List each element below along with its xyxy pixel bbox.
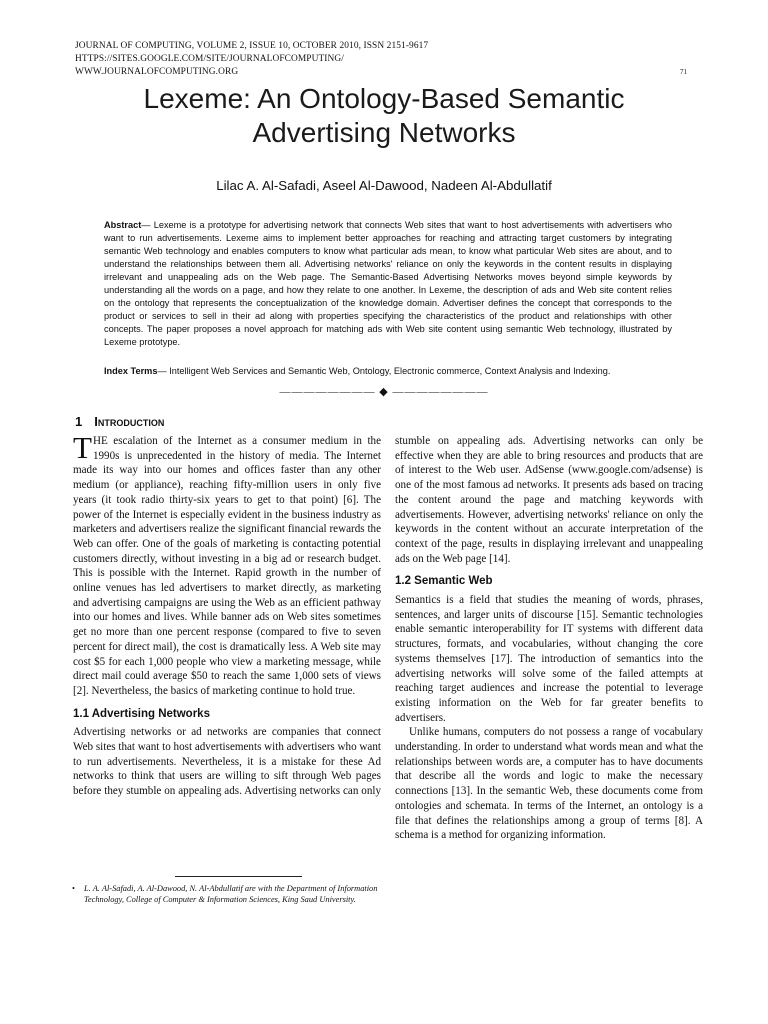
author-footnote <box>72 884 390 905</box>
journal-header-line-1: JOURNAL OF COMPUTING, VOLUME 2, ISSUE 10, OCTOBER 2010, ISSN 2151-9617 <box>75 41 429 51</box>
semantic-web-paragraph-2: Unlike humans, computers do not possess a range of vocabulary understanding. In order to understand what words mean and what the relationships between words are, a computer has to have documents that describe all the words and logic to make the necessary connections [13]. In the semantic Web, these documents come from ontologies and schemata. In terms of the Internet, an ontology is a file that defines the relationships among a group of terms [8]. A schema is a method for organizing information. <box>395 726 703 842</box>
paper-title-line-2: Advertising Networks <box>252 117 516 148</box>
semantic-web-paragraph-1: Semantics is a field that studies the meaning of words, phrases, sentences, and larger units of discourse [15]. Semantic technologies enable semantic interoperability for IT systems with different data structures, formats, and vocabularies, without changing the core systems themselves [17]. The introduction of semantics into the advertising networks will solve some of the failed attempts at reaching target audiences and increase the potential to leverage existing information on the Web for far greater benefits to advertisers. <box>395 594 703 724</box>
section-heading-introduction <box>75 414 164 429</box>
footnote-bullet: • <box>72 884 75 893</box>
abstract <box>104 219 672 349</box>
intro-paragraph-text: HE escalation of the Internet as a consumer medium in the 1990s is unprecedented in the history of media. The Internet made its way into our homes and offices faster than any other medium (or appliance), reaching fifty-million users in only five years (it took radio thirty-six years to get to that point) [6]. The power of the Internet is especially evident in the business industry as marketers and advertisers realize the significant financial rewards the Web can offer. One of the goals of marketing is contacting potential customers directly, without investing in a big ad or research budget. This is possible with the Internet. Rapid growth in the number of online venues has led advertisers to market directly, as marketing and advertising campaigns are using the Web as an efficient pathway into our homes and lives. While banner ads on Web sites sometimes get no more than one percent response (compared to five to seven percent for direct mail), the cost is dramatically less. A Web site may cost $5 for each 1,000 people who view a marketing message, while direct mail could average $50 to reach the same 1,000 sets of views [2]. Nevertheless, the basics of marketing continue to hold true. <box>73 435 381 697</box>
abstract-text: Lexeme is a prototype for advertising network that connects Web sites that want to host advertisements with advertisers who want to run advertisements. Lexeme aims to implement better approaches for reaching and attracting target customers by integrating semantic Web technology and enables computers to know what particular ads mean, to know what particular Web sites are about, and to understand the relationships between them all. Advertising networks' reliance on only the keywords in the content results in displaying irrelevant and unappealing ads on the Web page. The Semantic-Based Advertising Networks moves beyond simple keywords by understanding all the words on a page, and how they relate to one another. In Lexeme, the description of ads and Web site content relies on the ontology that represents the conceptualization of the knowledge domain. Advertiser defines the concept that corresponds to the product or services to sell in their ad along with properties specifying the characteristics of the product and relationships with other concepts. The paper proposes a novel approach for matching ads with Web site content using semantic Web technology, illustrated by Lexeme prototype. <box>104 220 672 347</box>
section-title: Introduction <box>94 414 165 429</box>
index-terms-text: Intelligent Web Services and Semantic Web, Ontology, Electronic commerce, Context Analysis and Indexing. <box>169 366 611 376</box>
advertising-networks-paragraph: Advertising networks or ad networks are companies that connect Web sites that want to host advertisements with advertisers who want to run advertisements. Nevertheless, it is a mistake for these Ad networks to think that users are willing to sift through Web pages before they stumble on appealing ads. Advertising networks can only <box>73 726 381 798</box>
intro-paragraph <box>73 430 381 699</box>
index-terms-dash: — <box>157 366 170 376</box>
section-number: 1 <box>75 414 83 429</box>
journal-header-line-3: WWW.JOURNALOFCOMPUTING.ORG <box>75 67 239 77</box>
page-number: 71 <box>680 68 687 76</box>
abstract-label: Abstract <box>104 220 142 230</box>
subsection-heading-advertising-networks: 1.1 Advertising Networks <box>73 707 210 720</box>
section-separator: ———————— ◆ ———————— <box>279 386 489 398</box>
paper-title <box>60 82 708 150</box>
index-terms-label: Index Terms <box>104 366 158 376</box>
journal-header <box>75 40 675 79</box>
paper-title-line-1: Lexeme: An Ontology-Based Semantic <box>143 83 625 114</box>
abstract-dash: — <box>141 220 154 230</box>
footnote-rule <box>175 876 302 877</box>
advertising-networks-paragraph-cont: stumble on appealing ads. Advertising networks can only be effective when they are able to bring resources and products that are of interest to the Web user. AdSense (www.google.com/adsense) is one of the most famous ad networks. It presents ads based on tracing the content around the page and matching keywords with advertisements. However, advertising networks' reliance on only the keywords in the content without an accurate interpretation of the context of the page, results in displaying irrelevant and unappealing ads on the Web page [14]. <box>395 435 703 565</box>
subsection-heading-semantic-web: 1.2 Semantic Web <box>395 575 493 588</box>
authors: Lilac A. Al-Safadi, Aseel Al-Dawood, Nadeen Al-Abdullatif <box>216 178 552 193</box>
drop-cap: T <box>73 430 92 465</box>
index-terms <box>104 365 672 378</box>
left-column <box>73 430 381 798</box>
journal-header-line-2: HTTPS://SITES.GOOGLE.COM/SITE/JOURNALOFCOMPUTING/ <box>75 54 344 64</box>
right-column <box>395 434 703 843</box>
footnote-text: L. A. Al-Safadi, A. Al-Dawood, N. Al-Abdullatif are with the Department of Information Technology, College of Computer & Information Sciences, King Saud University. <box>84 884 378 904</box>
